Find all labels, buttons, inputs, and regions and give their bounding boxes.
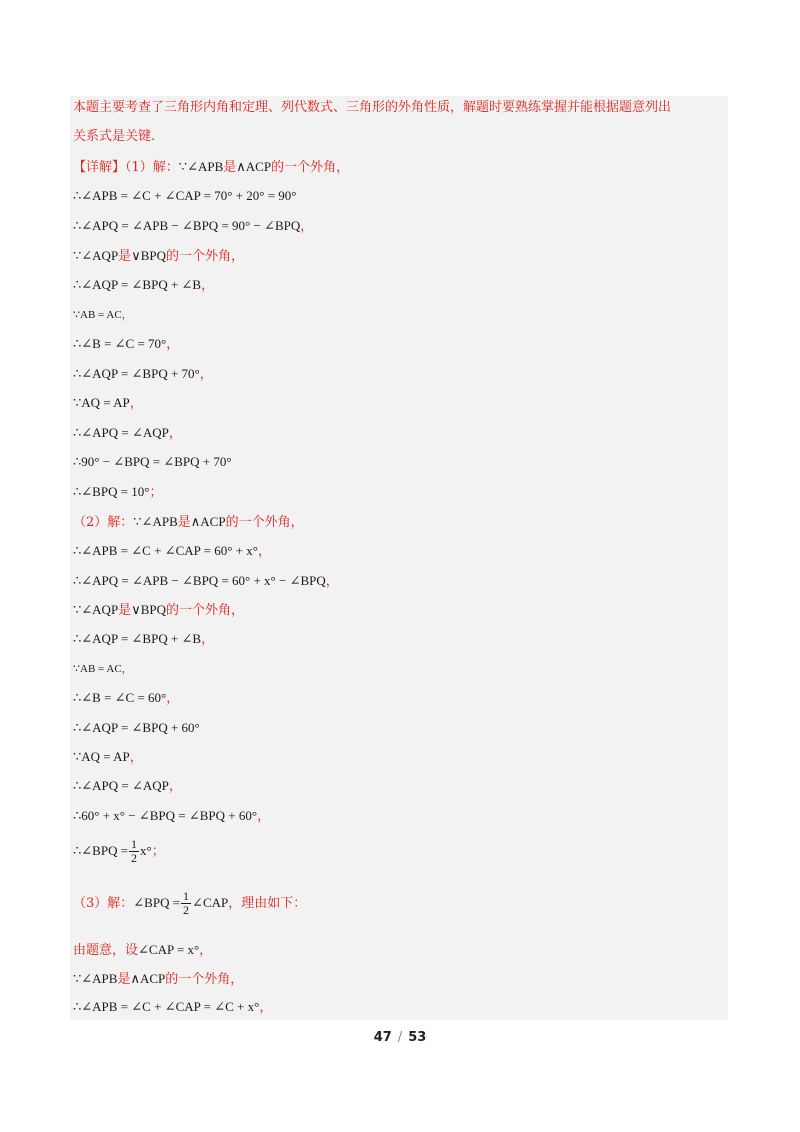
math-expr: ∴∠B = ∠C = 70° [73,336,167,351]
triangle-expr: ∧ACP [236,159,272,174]
part1-line-10 [73,424,182,443]
part3-line-4 [73,998,272,1017]
math-expr: ∵∠AQP [73,602,119,617]
fraction-denominator: 2 [131,851,138,865]
part2-line-2 [73,542,271,561]
text: 是 [117,972,131,987]
triangle-expr: ∨BPQ [131,602,166,617]
intro-line-1 [73,99,671,117]
part2-line-4 [73,601,244,620]
text: 的一个外角， [225,515,304,530]
math-expr: ∵∠APB [73,971,118,986]
math-expr: ∴∠APB = ∠C + ∠CAP = 70° + 20° = 90° [73,188,297,203]
part1-line-2 [73,187,296,206]
part2-line-11 [73,807,270,826]
math-expr: ∵AQ = AP [73,395,130,410]
part2-line-10 [73,777,182,796]
math-expr: x° [140,843,152,858]
part1-line-5 [73,276,214,295]
part1-line-12 [73,483,163,502]
punct: ， [325,574,339,589]
part2-line-6 [73,660,133,678]
math-expr: ∴∠APQ = ∠AQP [73,778,169,793]
part2-line-3 [73,572,339,591]
text: 是 [118,249,132,264]
punct: ， [168,779,182,794]
part1-line-9 [73,394,143,413]
part2-line-12 [73,838,165,865]
math-expr: ∴∠AQP = ∠BPQ + ∠B [73,631,202,646]
punct: ， [166,337,180,352]
punct: ， [199,367,213,382]
punct: ， [129,396,143,411]
punct: ， [199,943,213,958]
punct: ， [257,809,271,824]
punct: ， [257,544,271,559]
fraction-numerator: 1 [131,837,138,851]
math-expr: ∴∠AQP = ∠BPQ + 70° [73,366,200,381]
punct: ， [300,219,314,234]
part1-line-11 [73,453,232,472]
part3-line-2 [73,941,212,960]
triangle-expr: ∧ACP [130,971,166,986]
math-expr: ∴∠B = ∠C = 60° [73,690,167,705]
part2-line-8 [73,719,200,738]
math-expr: ∴∠BPQ = [73,843,129,858]
intro-text-2: 关系式是关键. [73,129,156,144]
part1-line-3 [73,217,313,236]
math-expr: ∴∠APB = ∠C + ∠CAP = ∠C + x° [73,999,260,1014]
punct: ， [129,750,143,765]
text: 是 [223,160,237,175]
fraction-numerator: 1 [183,889,190,903]
math-expr: ∴60° + x° − ∠BPQ = ∠BPQ + 60° [73,808,258,823]
math-expr: ∵AB = AC [73,663,122,675]
math-expr: ∠BPQ = [133,895,181,910]
part2-label: （2）解： [73,515,134,530]
math-expr: ∵∠APB [133,514,178,529]
part2-line-9 [73,748,143,767]
punct: ； [149,485,163,500]
math-expr: ∠CAP [192,895,229,910]
text: 的一个外角， [166,603,245,618]
punct: ， [201,278,215,293]
text: 的一个外角， [166,249,245,264]
triangle-expr: ∨BPQ [131,248,166,263]
punct: ， [121,308,133,321]
text: 由题意，设 [73,943,139,958]
math-expr: ∴∠BPQ = 10° [73,484,150,499]
punct: ； [151,844,165,859]
part1-line-7 [73,335,179,354]
math-expr: ∵∠APB [178,159,224,174]
total-pages: 53 [408,1030,427,1045]
part1-line-4 [73,247,244,266]
punct: ， [201,632,215,647]
fraction-denominator: 2 [183,903,190,917]
part1-line-8 [73,365,213,384]
part3-label: （3）解： [73,896,134,911]
part3-line-1 [73,890,306,917]
triangle-expr: ∧ACP [190,514,226,529]
detail-tag: 【详解】 [73,160,126,175]
part2-line-7 [73,689,179,708]
intro-text-1: 本题主要考查了三角形内角和定理、列代数式、三角形的外角性质，解题时要熟练掌握并能根据题意列出 [73,100,672,115]
math-expr: ∴∠APQ = ∠AQP [73,425,169,440]
punct: ， [259,1000,273,1015]
part3-line-3 [73,970,243,989]
punct: ， [166,691,180,706]
punct: ， [121,662,133,675]
math-expr: ∴∠APB = ∠C + ∠CAP = 60° + x° [73,543,258,558]
part1-line-1 [73,158,349,177]
fraction [129,838,139,865]
page-separator: / [397,1030,403,1045]
part2-line-1 [73,513,304,532]
text: 是 [118,603,132,618]
math-expr: ∠CAP = x° [138,942,200,957]
intro-line-2 [73,128,155,146]
text: ，理由如下： [228,896,307,911]
math-expr: ∵AB = AC [73,309,122,321]
punct: ， [168,426,182,441]
text: 的一个外角， [165,972,244,987]
math-expr: ∴∠AQP = ∠BPQ + ∠B [73,277,202,292]
fraction [181,890,191,917]
math-expr: ∴90° − ∠BPQ = ∠BPQ + 70° [73,454,232,469]
part2-line-5 [73,630,214,649]
math-expr: ∴∠APQ = ∠APB − ∠BPQ = 90° − ∠BPQ [73,218,301,233]
math-expr: ∴∠AQP = ∠BPQ + 60° [73,720,200,735]
text: 的一个外角， [271,160,350,175]
part1-label: （1）解： [125,160,179,175]
math-expr: ∵∠AQP [73,248,119,263]
math-expr: ∵AQ = AP [73,749,130,764]
page-number [0,1030,800,1045]
current-page: 47 [373,1030,392,1045]
math-expr: ∴∠APQ = ∠APB − ∠BPQ = 60° + x° − ∠BPQ [73,573,326,588]
part1-line-6 [73,306,133,324]
text: 是 [177,515,191,530]
